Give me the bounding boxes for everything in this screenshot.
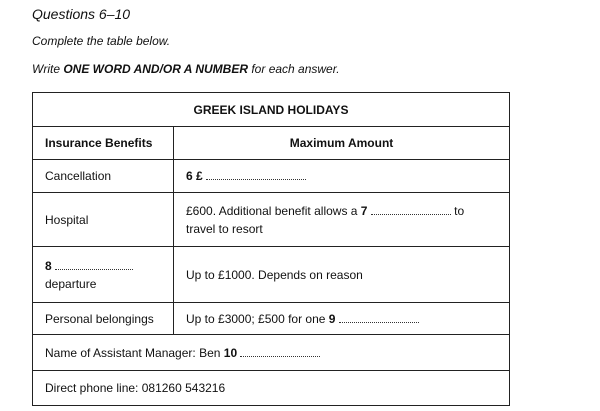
amount-departure: Up to £1000. Depends on reason [174,247,510,303]
table-title: GREEK ISLAND HOLIDAYS [33,93,510,127]
insurance-table [32,92,510,406]
answer-blank-6[interactable] [206,170,306,180]
amount-hospital: £600. Additional benefit allows a 7 to travel to resort [174,193,510,247]
answer-blank-8[interactable] [55,260,133,270]
benefit-hospital: Hospital [33,193,174,247]
benefit-personal-belongings: Personal belongings [33,303,174,335]
questions-heading: Questions 6–10 [32,6,131,22]
question-number-9: 9 [328,311,336,326]
answer-blank-10[interactable] [240,347,320,357]
instruction-word-limit: Write ONE WORD AND/OR A NUMBER for each answer. [32,62,340,76]
word-limit-emphasis: ONE WORD AND/OR A NUMBER [63,62,249,76]
question-number-7: 7 [360,203,368,218]
table-row-personal-belongings [33,303,510,335]
amount-cancellation: 6 £ [174,160,510,193]
answer-blank-7[interactable] [371,205,451,215]
question-number-6: 6 [186,169,193,183]
column-header-benefits: Insurance Benefits [33,127,174,160]
table-row-hospital [33,193,510,247]
assistant-manager-name: Name of Assistant Manager: Ben 10 [33,335,510,371]
question-number-10: 10 [223,345,238,360]
table-row-assistant-manager [33,335,510,371]
table-row-departure [33,247,510,303]
question-number-8: 8 [45,258,52,273]
amount-personal-belongings: Up to £3000; £500 for one 9 [174,303,510,335]
instruction-complete-table: Complete the table below. [32,34,171,48]
benefit-cancellation: Cancellation [33,160,174,193]
direct-phone-line: Direct phone line: 081260 543216 [33,371,510,406]
benefit-departure: 8 departure [33,247,174,303]
table-row-phone [33,371,510,406]
column-header-amount: Maximum Amount [174,127,510,160]
answer-blank-9[interactable] [339,313,419,323]
table-row-cancellation [33,160,510,193]
